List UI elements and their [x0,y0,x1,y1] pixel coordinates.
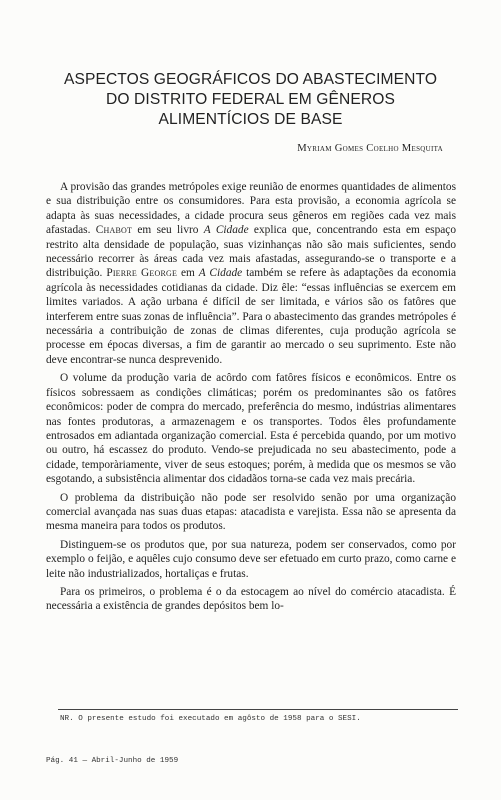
body-paragraph [46,538,456,581]
footnote-divider [58,709,458,710]
title-line: DO DISTRITO FEDERAL EM GÊNEROS [106,91,395,108]
body-text: explica que, concentrando esta em espaço restrito alta densidade de população, suas vizinhanças não são mais suficientes, sendo necessário recorrer às áreas cada vez mais afastadas, assegurando-se o transporte e a distribuição. [46,224,456,280]
body-text: O problema da distribuição não pode ser resolvido senão por uma organização comercial avançada nas suas duas etapas: atacadista e varejista. Essa não se apresenta da mesma maneira para todos os produtos. [46,491,456,533]
book-title: A Cidade [198,267,243,280]
book-title: A Cidade [203,224,249,237]
author-reference: Chabot [95,224,133,237]
body-text: em [177,267,199,280]
body-paragraph [46,371,456,486]
body-paragraph [46,180,456,367]
title-line: ALIMENTÍCIOS DE BASE [158,111,343,128]
body-text: A provisão das grandes metrópoles exige reunião de enormes quantidades de alimentos e sua distribuição entre os consumidores. Para esta provisão, a economia agrícola se adapta às suas necessidades, a cidade procura seus gêneros em regiões cada vez mais afastadas. [46,181,456,237]
body-text: também se refere às adaptações da economia agrícola às necessidades cotidianas da cidade. Diz êle: “essas influências se exercem em limites variados. A ação urbana é difícil de ser limitada, e vários são os fatôres que interferem entre suas zonas de influência”. Para o abastecimento das grandes metrópoles é necessária a contribuição de zonas de climas diferentes, cuja produção agrícola se processe em épocas diversas, a fim de garantir ao mercado o seu suprimento. Este não deve encontrar-se nunca desprevenido. [46,267,457,366]
article-body [46,180,456,614]
article-title [40,70,461,130]
author-name: Myriam Gomes Coelho Mesquita [297,143,443,154]
body-text: Distinguem-se os produtos que, por sua natureza, podem ser conservados, como por exemplo o feijão, e aquêles cujo consumo deve ser efetuado em curto prazo, como carne e leite não industrializados, hortaliças e frutas. [46,538,456,580]
footnote: NR. O presente estudo foi executado em agôsto de 1958 para o SESI. [60,715,361,723]
body-paragraph [46,491,456,534]
body-text: em seu livro [132,224,204,237]
title-line: ASPECTOS GEOGRÁFICOS DO ABASTECIMENTO [63,71,438,88]
author-reference: Pierre George [106,267,178,280]
body-text: O volume da produção varia de acôrdo com fatôres físicos e econômicos. Entre os físicos sobressaem as condições climáticas; porém os predominantes são os fatôres econômicos: poder de compra do mercado, preferência do mesmo, indústrias alimentares nas fontes produtoras, a armazenagem e os transportes. Todos êles profundamente entrosados em adiantada organização comercial. Esta é percebida quando, por um motivo ou outro, há escassez do produto. Vendo-se prejudicada no seu abastecimento, pode a cidade, temporàriamente, viver de seus estoques; porém, à medida que os mesmos se vão esgotando, a subsistência alimentar dos cidadãos torna-se cada vez mais precária. [46,372,456,486]
body-text: Para os primeiros, o problema é o da estocagem ao nível do comércio atacadista. É necessária a existência de grandes depósitos bem lo- [46,585,456,613]
page-info: Pág. 41 — Abril-Junho de 1959 [46,757,179,765]
body-paragraph [46,585,456,614]
